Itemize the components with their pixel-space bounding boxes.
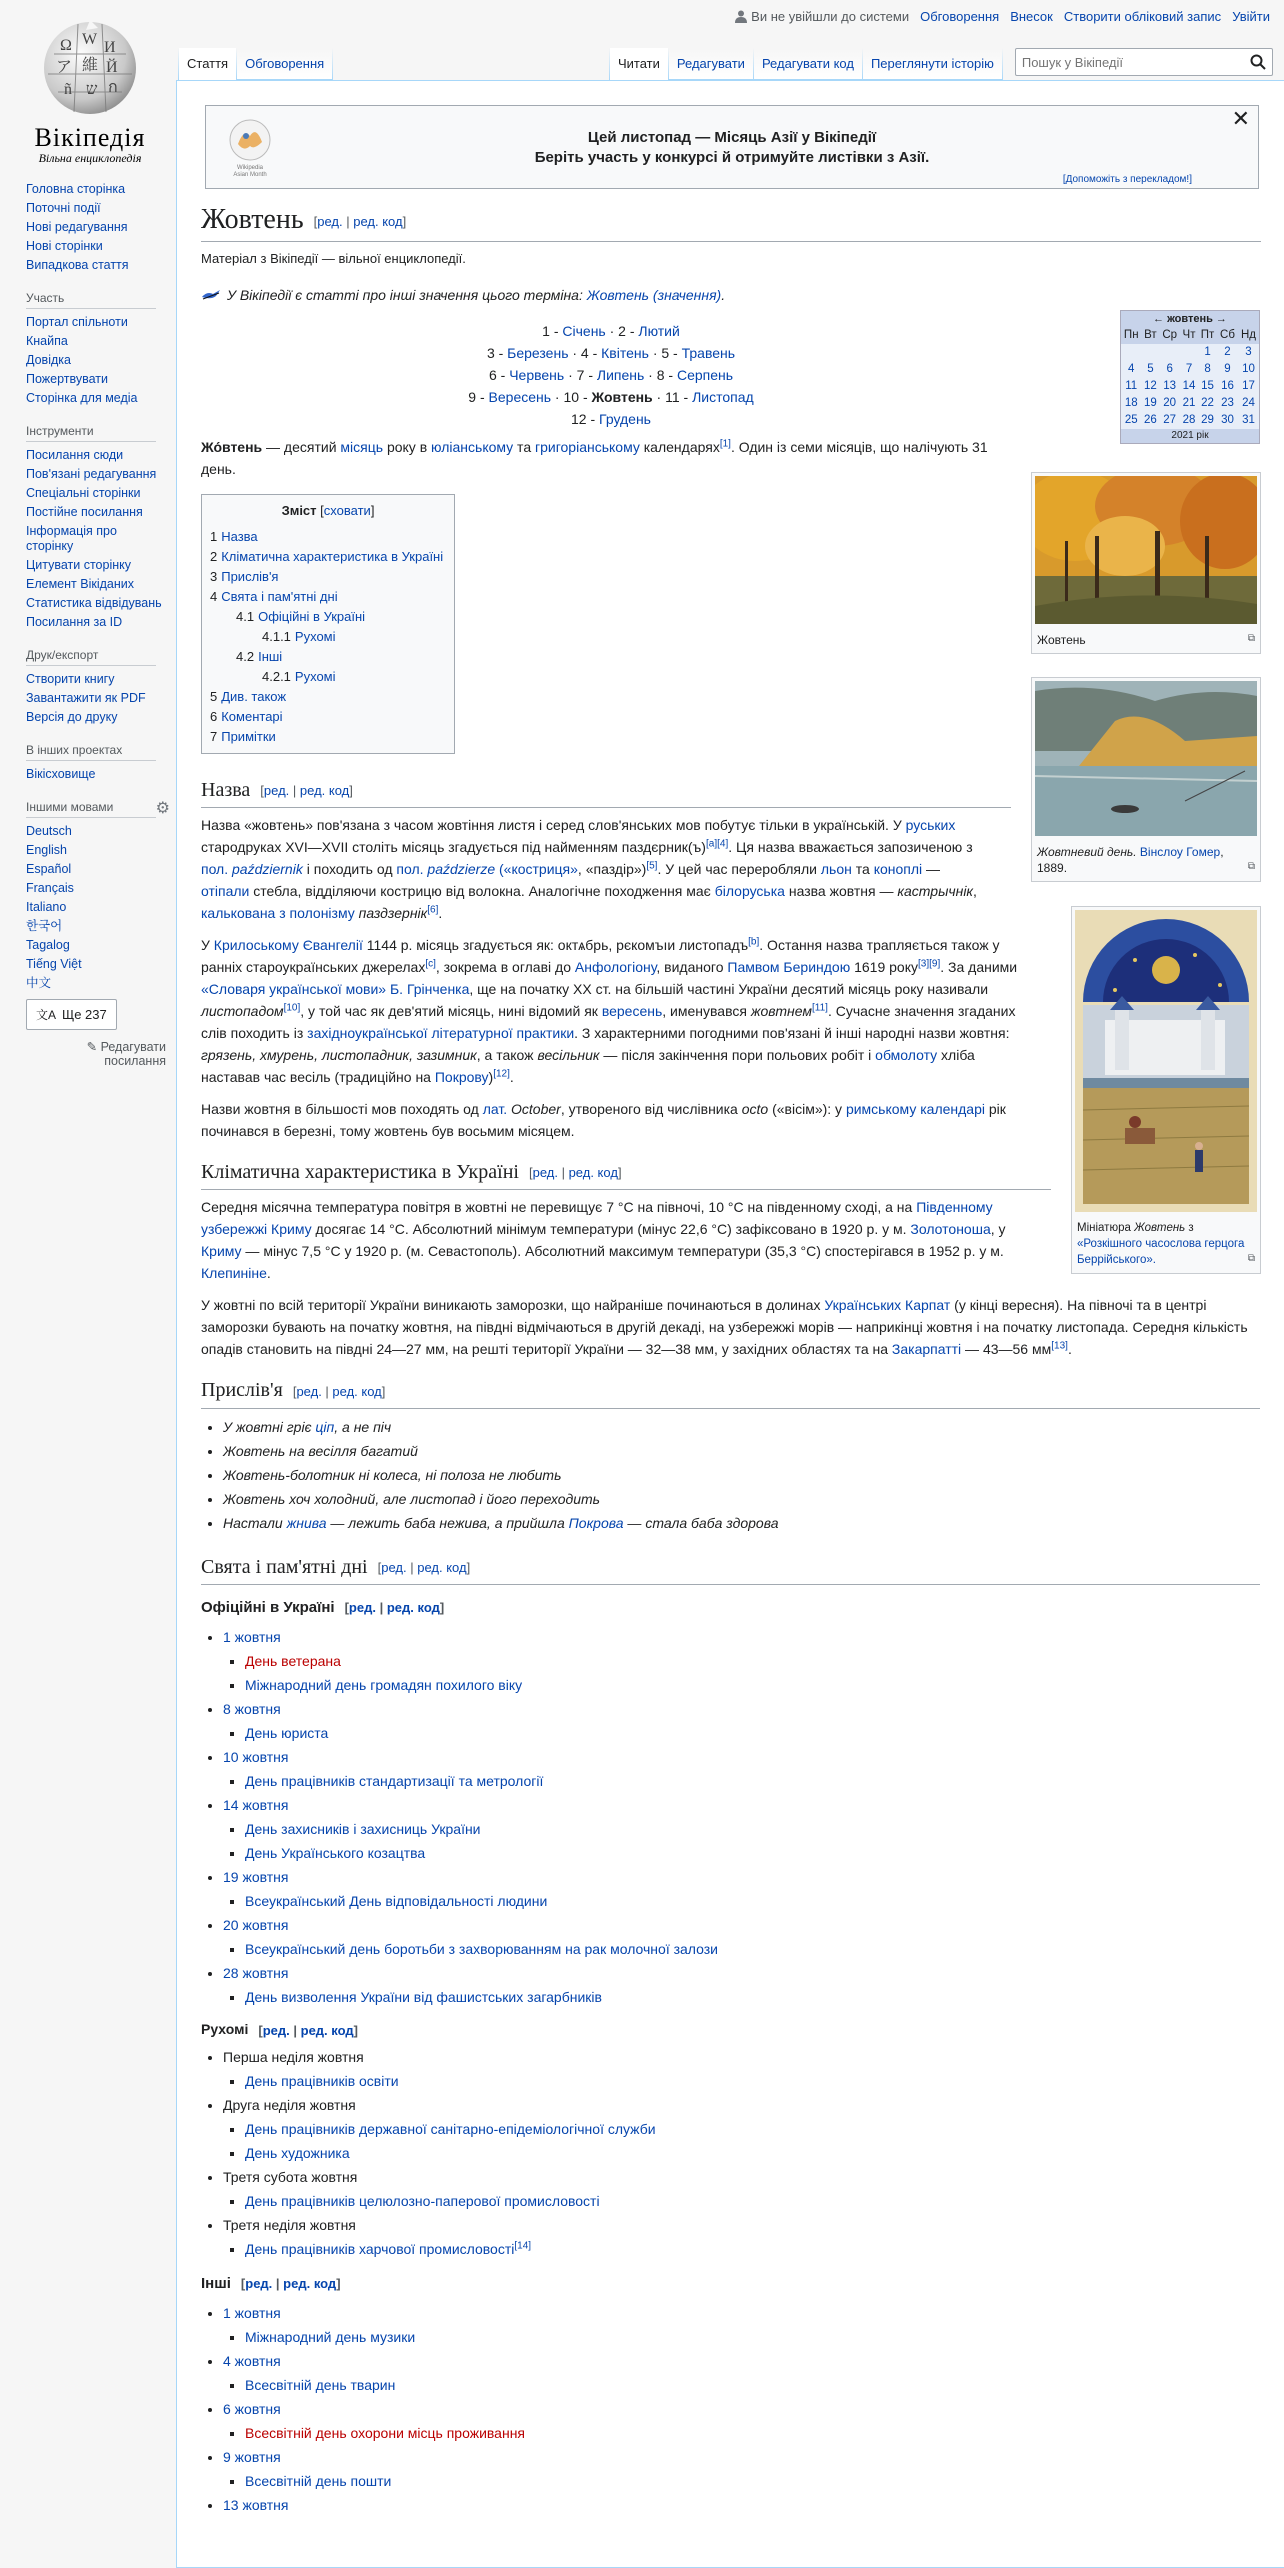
holiday-link[interactable]: День працівників харчової промисловості xyxy=(245,2240,515,2257)
thumbnail-caption: Жовтень ⧉ xyxy=(1037,633,1255,647)
lang-item[interactable]: 한국어 xyxy=(26,919,63,933)
proverbs-list xyxy=(201,1415,1260,1535)
holiday-link[interactable]: Всеукраїнський день боротьби з захворюванням на рак молочної залози xyxy=(245,1941,718,1958)
page-title-text: Жовтень xyxy=(201,204,304,235)
section-heading-other: Інші [ред. | ред. код] xyxy=(201,2274,341,2292)
calendar-day[interactable]: 2 xyxy=(1224,346,1231,358)
anon-user xyxy=(735,9,909,24)
list-item xyxy=(223,2213,1260,2261)
current-month: Жовтень xyxy=(591,388,653,405)
holiday-link[interactable]: Міжнародний день громадян похилого віку xyxy=(245,1677,523,1694)
calendar-day xyxy=(1141,344,1159,361)
calendar-grid xyxy=(1121,327,1259,429)
banner-line-2: Беріть участь у конкурсі й отримуйте листівки з Азії. xyxy=(534,149,930,166)
tab-article[interactable]: Стаття xyxy=(179,48,236,80)
holiday-link[interactable]: День Українського козацтва xyxy=(245,1845,426,1862)
page-title xyxy=(201,203,1261,242)
date-link[interactable]: 14 жовтня xyxy=(223,1797,289,1814)
holiday-link[interactable]: День працівників стандартизації та метрології xyxy=(245,1773,544,1790)
list-item xyxy=(223,1793,1260,1865)
month-link[interactable]: Червень xyxy=(509,366,565,383)
tools-portal xyxy=(26,424,166,630)
toc-item[interactable]: 4.2.1 Рухомі xyxy=(262,668,336,684)
month-link[interactable]: Лютий xyxy=(638,322,680,339)
calendar-day[interactable]: 26 xyxy=(1144,414,1157,426)
svg-text:維: 維 xyxy=(82,57,99,74)
sidebar-item-wikidata[interactable]: Елемент Вікіданих xyxy=(26,577,134,591)
toc-item[interactable]: 4.1 Офіційні в Україні xyxy=(236,608,366,624)
asian-month-logo-icon xyxy=(224,114,276,178)
sidebar-item-events[interactable]: Поточні події xyxy=(26,201,101,215)
more-languages-button[interactable] xyxy=(26,999,117,1030)
list-item xyxy=(245,1937,1260,1961)
calendar-day[interactable]: 1 xyxy=(1204,346,1211,358)
sidebar-item-pdf[interactable]: Завантажити як PDF xyxy=(26,691,146,705)
tab-edit[interactable]: Редагувати xyxy=(669,48,753,80)
list-item xyxy=(245,1817,1260,1841)
calendar-day xyxy=(1121,344,1141,361)
list-item xyxy=(223,2349,1260,2397)
section-heading-movable: Рухомі [ред. | ред. код] xyxy=(201,2021,358,2038)
toc-item[interactable]: 7 Примітки xyxy=(210,728,276,744)
holiday-link[interactable]: Всеукраїнський День відповідальності людини xyxy=(245,1893,548,1910)
calendar-day[interactable]: 7 xyxy=(1185,363,1193,375)
calendar-year[interactable]: 2021 рік xyxy=(1121,429,1259,443)
calendar-day[interactable]: 22 xyxy=(1201,397,1214,409)
hatnote: У Вікіпедії є статті про інші значення цього терміна: Жовтень (значення). xyxy=(201,284,1260,306)
calendar-day[interactable]: 3 xyxy=(1245,346,1252,358)
wikipedia-globe-icon xyxy=(38,14,142,118)
banner-line-1: Цей листопад — Місяць Азії у Вікіпедії xyxy=(587,129,877,146)
month-link[interactable]: Вересень xyxy=(488,388,552,405)
svg-text:ñ: ñ xyxy=(64,81,72,98)
toc-item[interactable]: 5 Див. також xyxy=(210,688,287,704)
list-item xyxy=(223,1961,1260,2009)
list-item xyxy=(223,2093,1260,2165)
calendar-day[interactable]: 27 xyxy=(1163,414,1177,426)
tab-edit-code[interactable]: Редагувати код xyxy=(754,48,862,80)
calendar-day[interactable]: 21 xyxy=(1182,397,1196,409)
date-link[interactable]: 10 жовтня xyxy=(223,1749,289,1766)
sidebar-item-pageinfo[interactable]: Інформація про сторінку xyxy=(26,524,117,553)
date-link[interactable]: 13 жовтня xyxy=(223,2496,289,2513)
login-link[interactable]: Увійти xyxy=(1232,9,1270,24)
list-item: • Жовтень на весілля багатий xyxy=(223,1439,1260,1463)
list-item xyxy=(223,1625,1260,1697)
date-link[interactable]: 20 жовтня xyxy=(223,1917,289,1934)
lang-item[interactable]: Español xyxy=(26,862,72,876)
calendar-day[interactable]: 11 xyxy=(1125,380,1138,392)
subtitle: Матеріал з Вікіпедії — вільної енциклопедії. xyxy=(201,250,466,266)
sidebar-item-commons[interactable]: Вікісховище xyxy=(26,767,96,781)
calendar-day[interactable]: 25 xyxy=(1124,414,1138,426)
sidebar-item-cite[interactable]: Цитувати сторінку xyxy=(26,558,131,572)
month-link[interactable]: Листопад xyxy=(692,388,754,405)
sidebar-item-byid[interactable]: Посилання за ID xyxy=(26,615,123,629)
month-link[interactable]: Квітень xyxy=(601,344,649,361)
other-holidays-list xyxy=(201,2301,1260,2517)
calendar-day[interactable]: 10 xyxy=(1242,363,1255,375)
view-tabs xyxy=(609,48,1273,80)
calendar-day xyxy=(1180,344,1198,361)
sidebar-item-donate[interactable]: Пожертвувати xyxy=(26,372,109,386)
central-notice-banner xyxy=(205,105,1259,189)
month-link[interactable]: Березень xyxy=(507,344,569,361)
wikipedia-logo[interactable] xyxy=(22,14,158,166)
list-item: • Жовтень хоч холодний, але листопад і його переходить xyxy=(223,1487,1260,1511)
projects-portal xyxy=(26,743,166,782)
weekday-label: Чт xyxy=(1180,327,1198,344)
movable-holidays-list xyxy=(201,2045,1260,2261)
svg-text:И: И xyxy=(104,39,116,56)
list-item: • Настали жнива — лежить баба нежива, а прийшла Покрова — стала баба здорова xyxy=(223,1511,1260,1535)
table-of-contents xyxy=(201,494,455,754)
paragraph: Назва «жовтень» пов'язана з часом жовтіння листя і серед слов'янських мов побутує тільки в українській. У руських стародруках XVI—XVII століть місяць згадується під найменням паздєрник(ъ)[a][4]. Ця назва вважається запозиченою з пол. październik і походить од пол. paździerze («костриця», «паздір»)[5]. У цей час переробляли льон та коноплі — отіпали стебла, відділяючи кострицю від волокна. Аналогічне походження має білоруська назва жовтня — кастрычнік, калькована з полонізму паздзернік[6]. xyxy=(201,816,977,921)
calendar-day[interactable]: 12 xyxy=(1144,380,1157,392)
enlarge-icon[interactable]: ⧉ xyxy=(1247,1253,1255,1264)
month-link[interactable]: Грудень xyxy=(599,410,651,427)
section-heading-proverbs: Прислів'я [ред. | ред. код] xyxy=(201,1376,1260,1408)
month-link[interactable]: Серпень xyxy=(676,366,734,383)
calendar-day xyxy=(1159,344,1180,361)
lang-item[interactable]: English xyxy=(26,843,67,857)
sidebar-item-related[interactable]: Пов'язані редагування xyxy=(26,467,157,481)
holiday-link[interactable]: Всесвітній день охорони місць проживання xyxy=(245,2424,526,2441)
hatnote-text: У Вікіпедії є статті про інші значення цього терміна: xyxy=(227,286,587,303)
print-portal xyxy=(26,648,166,725)
sidebar-item-printable[interactable]: Версія до друку xyxy=(26,710,118,724)
intro-paragraph: Жо́втень — десятий місяць року в юліанському та григоріанському календарях[1]. Один із семи місяців, що налічують 31 день. xyxy=(201,437,988,477)
list-item xyxy=(223,1865,1260,1913)
edit-links-label: Редагувати посилання xyxy=(100,1040,166,1068)
languages-heading: Іншими мовами xyxy=(26,800,114,814)
gear-icon[interactable]: ⚙ xyxy=(155,800,170,817)
calendar-day[interactable]: 19 xyxy=(1144,397,1157,409)
caption-link[interactable]: Вінслоу Гомер xyxy=(1139,845,1221,859)
sidebar-item-random[interactable]: Випадкова стаття xyxy=(26,258,129,272)
official-holidays-list xyxy=(201,1625,1260,2009)
lang-item[interactable]: Deutsch xyxy=(26,824,72,838)
calendar-day[interactable]: 17 xyxy=(1242,380,1255,392)
calendar-day[interactable]: 28 xyxy=(1182,414,1196,426)
weekday-label: Пн xyxy=(1121,327,1141,344)
list-item xyxy=(245,2069,1260,2093)
holiday-link[interactable]: Всесвітній день тварин xyxy=(245,2376,396,2393)
date-label: Друга неділя жовтня xyxy=(223,2096,356,2113)
paragraph: Середня місячна температура повітря в жовтні не перевищує 7 °C на півночі, 10 °C на південному сході, а на Південному узбережжі Криму досягає 14 °C. Абсолютний мінімум температури (мінус 22,6 °C) зафіксовано в 1920 р. у м. Золотоноша, у Криму — мінус 7,5 °C у 1920 р. (м. Севастополь). Абсолютний максимум температури (35,3 °C) спостерігався в 1952 р. у м. Клепиніне. xyxy=(201,1199,1006,1282)
date-label: Третя неділя жовтня xyxy=(223,2216,356,2233)
date-link[interactable]: 28 жовтня xyxy=(223,1965,289,1982)
holiday-link[interactable]: День захисників і захисниць України xyxy=(245,1821,481,1838)
toc-item[interactable]: 6 Коментарі xyxy=(210,708,283,724)
calendar-day[interactable]: 23 xyxy=(1221,397,1234,409)
hatnote-link[interactable]: Жовтень (значення) xyxy=(586,286,722,303)
sidebar-item-stats[interactable]: Статистика відвідувань xyxy=(26,596,162,610)
weekday-label: Нд xyxy=(1238,327,1259,344)
thumbnail-october xyxy=(1031,472,1261,654)
calendar-day[interactable]: 14 xyxy=(1182,380,1196,392)
list-item xyxy=(245,1649,1260,1673)
tab-read[interactable]: Читати xyxy=(610,48,668,80)
list-item xyxy=(245,2189,1260,2213)
months-navbox: 1 - Січень · 2 - Лютий 3 - Березень · 4 - Квітень · 5 - Травень 6 - Червень · 7 - Липень · 8 - Серпень 9 - Вересень · 10 - Жовтень · 11 - Листопад 12 - Грудень xyxy=(468,322,754,427)
namespace-tabs xyxy=(178,48,333,80)
list-item xyxy=(245,1841,1260,1865)
sidebar-item-newpages[interactable]: Нові сторінки xyxy=(26,239,103,253)
svg-text:Asian Month: Asian Month xyxy=(233,172,267,178)
weekday-label: Пт xyxy=(1198,327,1217,344)
portal-heading: Інструменти xyxy=(26,424,156,442)
paragraph: У Крилоському Євангелії 1144 р. місяць згадується як: октѧбрь, рєкомъıи листопадъ[b]. Остання назва трапляється також у ранніх староукраїнських джерелах[c], зокрема в оглаві до Анфологіону, виданого Памвом Бериндою 1619 року[3][9]. За даними «Словаря української мови» Б. Грінченка, ще на початку XX ст. на більшій частині України десятий місяць року називали листопадом[10], у той час як дев'ятий місяць, нині відомий як вересень, именувався жовтнем[11]. Сучасне значення згаданих слів походить із західноукраїнської літературної практики. З характерними погодними пов'язані й інші народні назви жовтня: грязень, хмурень, листопадник, зазимник, а також весільник — після закінчення пори польових робіт і обмолоту хліба наставав час весіль (традиційно на Покрову)[12]. xyxy=(201,936,1018,1085)
paragraph: Назви жовтня в більшості мов походять од лат. October, утвореного від числівника octo («вісім»): у римському календарі рік починався в березні, тому жовтень був восьмим місяцем. xyxy=(201,1100,1006,1139)
list-item xyxy=(223,1745,1260,1793)
date-link[interactable]: 6 жовтня xyxy=(223,2400,281,2417)
calendar-day[interactable]: 16 xyxy=(1221,380,1234,392)
edit-links[interactable]: ✎ Редагувати посилання xyxy=(86,1040,166,1068)
calendar-day[interactable]: 4 xyxy=(1128,363,1135,375)
sidebar xyxy=(26,182,170,1086)
calendar-day[interactable]: 9 xyxy=(1224,363,1231,375)
list-item xyxy=(245,2373,1260,2397)
calendar-header[interactable]: ← жовтень → xyxy=(1121,311,1259,327)
svg-text:Wikipedia: Wikipedia xyxy=(236,165,264,171)
october-day-painting-image[interactable] xyxy=(1035,681,1257,836)
section-heading-holidays: Свята і пам'ятні дні [ред. | ред. код] xyxy=(201,1553,1260,1585)
search-box[interactable] xyxy=(1015,48,1273,76)
toc-title-text: Зміст xyxy=(281,502,317,518)
list-item xyxy=(223,2445,1260,2493)
sidebar-item-book[interactable]: Створити книгу xyxy=(26,672,115,686)
lang-item[interactable]: Tiếng Việt xyxy=(26,957,82,971)
section-heading-name: Назва [ред. | ред. код] xyxy=(201,776,1011,808)
calendar-day[interactable]: 13 xyxy=(1163,380,1177,392)
sidebar-item-whatlinks[interactable]: Посилання сюди xyxy=(26,448,124,462)
calendar-widget xyxy=(1120,310,1260,444)
list-item xyxy=(245,1889,1260,1913)
calendar-day[interactable]: 15 xyxy=(1201,380,1214,392)
edit-section: [ред. | ред. код] xyxy=(313,213,407,229)
holiday-link[interactable]: День визволення України від фашистських загарбників xyxy=(245,1989,602,2006)
sidebar-item-main[interactable]: Головна сторінка xyxy=(26,182,126,196)
personal-talk-link[interactable]: Обговорення xyxy=(920,9,1000,24)
sidebar-item-help[interactable]: Довідка xyxy=(26,353,71,367)
personal-contrib-link[interactable]: Внесок xyxy=(1010,9,1053,24)
holiday-link[interactable]: Міжнародний день музики xyxy=(245,2328,416,2345)
list-item: • У жовтні гріє ціп, а не піч xyxy=(223,1415,1260,1439)
toc-item[interactable]: 3 Прислів'я xyxy=(210,568,279,584)
calendar-day[interactable]: 6 xyxy=(1166,363,1173,375)
list-item xyxy=(223,1913,1260,1961)
list-item xyxy=(245,2117,1260,2141)
enlarge-icon[interactable]: ⧉ xyxy=(1247,861,1255,872)
thumbnail-caption: Жовтневий день. Вінслоу Гомер, 1889. ⧉ xyxy=(1037,845,1255,875)
list-item xyxy=(245,2141,1260,2165)
list-item xyxy=(223,2045,1260,2093)
calendar-day[interactable]: 18 xyxy=(1124,397,1138,409)
search-input[interactable] xyxy=(1016,49,1272,75)
not-logged-in-label: Ви не увійшли до системи xyxy=(751,9,910,24)
date-link[interactable]: 19 жовтня xyxy=(223,1869,289,1886)
holiday-link[interactable]: День художника xyxy=(245,2144,350,2161)
toc-item[interactable]: 1 Назва xyxy=(210,528,258,544)
date-link[interactable]: 4 жовтня xyxy=(223,2352,281,2369)
toc-title: Зміст [сховати] xyxy=(281,502,375,518)
date-link[interactable]: 1 жовтня xyxy=(223,2304,281,2321)
date-label: Третя субота жовтня xyxy=(223,2168,358,2185)
weekday-label: Сб xyxy=(1217,327,1238,344)
holiday-link[interactable]: День працівників освіти xyxy=(245,2072,399,2089)
date-link[interactable]: 9 жовтня xyxy=(223,2448,281,2465)
wordmark: Вікіпедія xyxy=(34,123,146,152)
thumbnail-homer xyxy=(1031,677,1261,882)
toc-item[interactable]: 4.1.1 Рухомі xyxy=(262,628,336,644)
list-item: • Жовтень-болотник ні колеса, ні полоза не любить xyxy=(223,1463,1260,1487)
date-link[interactable]: 1 жовтня xyxy=(223,1629,281,1646)
holiday-link[interactable]: День ветерана xyxy=(245,1653,341,1670)
list-item xyxy=(223,2301,1260,2349)
toc-item[interactable]: 4.2 Інші xyxy=(236,648,283,664)
translate-icon: 文A xyxy=(36,1008,57,1022)
sidebar-item-permalink[interactable]: Постійне посилання xyxy=(26,505,143,519)
list-item xyxy=(223,2165,1260,2213)
thumbnail-tres-riches xyxy=(1071,906,1261,1274)
close-icon[interactable]: ✕ xyxy=(1231,106,1250,131)
caption-link[interactable]: «Розкішного часослова герцога Беррійського». xyxy=(1077,1238,1245,1266)
weekday-label: Ср xyxy=(1159,327,1180,344)
user-icon xyxy=(735,10,747,23)
month-link[interactable]: Травень xyxy=(681,344,736,361)
portal-heading: Участь xyxy=(26,291,156,309)
svg-text:ア: ア xyxy=(56,59,73,76)
reference-link[interactable]: [14] xyxy=(514,2239,532,2251)
svg-text:Ω: Ω xyxy=(60,37,72,54)
list-item xyxy=(223,2493,1260,2517)
svg-text:Й: Й xyxy=(106,59,118,76)
list-item xyxy=(245,1673,1260,1697)
lang-item[interactable]: Français xyxy=(26,881,74,895)
holiday-link[interactable]: День працівників целюлозно-паперової промисловості xyxy=(245,2192,600,2209)
month-link[interactable]: Січень xyxy=(562,322,606,339)
autumn-trees-image[interactable] xyxy=(1035,476,1257,624)
nav-portal xyxy=(26,182,166,273)
sidebar-item-recent[interactable]: Нові редагування xyxy=(26,220,128,234)
calendar-day[interactable]: 8 xyxy=(1204,363,1211,375)
miniature-october-image[interactable] xyxy=(1075,910,1257,1212)
toc-hide-link[interactable]: сховати xyxy=(323,502,371,518)
tagline: Вільна енциклопедія xyxy=(38,151,142,165)
banner-help-link[interactable]: [Допоможіть з перекладом!] xyxy=(1062,174,1192,185)
holiday-link[interactable]: Всесвітній день пошти xyxy=(245,2472,392,2489)
disambig-icon xyxy=(201,289,221,301)
list-item xyxy=(223,2397,1260,2445)
lang-item[interactable]: Tagalog xyxy=(26,938,70,952)
sidebar-item-community[interactable]: Портал спільноти xyxy=(26,315,128,329)
holiday-link[interactable]: День працівників державної санітарно-епідеміологічної служби xyxy=(245,2120,656,2137)
toc-item[interactable]: 4 Свята і пам'ятні дні xyxy=(210,588,338,604)
svg-text:W: W xyxy=(82,31,98,48)
list-item xyxy=(245,1721,1260,1745)
personal-tools xyxy=(735,9,1270,24)
list-item xyxy=(223,1697,1260,1745)
more-languages-label: Ще 237 xyxy=(62,1007,107,1022)
toc-item[interactable]: 2 Кліматична характеристика в Україні xyxy=(210,548,444,564)
enlarge-icon[interactable]: ⧉ xyxy=(1247,633,1255,644)
edit-link[interactable]: ред. xyxy=(317,213,343,229)
calendar-day[interactable]: 31 xyxy=(1242,414,1255,426)
holiday-link[interactable]: День юриста xyxy=(245,1725,329,1742)
calendar-day[interactable]: 5 xyxy=(1147,363,1154,375)
date-label: Перша неділя жовтня xyxy=(223,2048,364,2065)
sidebar-item-media[interactable]: Сторінка для медіа xyxy=(26,391,138,405)
languages-portal xyxy=(26,800,170,1068)
list-item xyxy=(245,2469,1260,2493)
calendar-day[interactable]: 24 xyxy=(1242,397,1255,409)
date-link[interactable]: 8 жовтня xyxy=(223,1701,281,1718)
tab-talk[interactable]: Обговорення xyxy=(237,48,332,80)
list-item xyxy=(245,2325,1260,2349)
content xyxy=(176,80,1284,2568)
portal-heading: В інших проектах xyxy=(26,743,156,761)
list-item xyxy=(245,2421,1260,2445)
list-item xyxy=(245,1985,1260,2009)
edit-code-link[interactable]: ред. код xyxy=(353,213,403,229)
sidebar-item-special[interactable]: Спеціальні сторінки xyxy=(26,486,141,500)
list-item xyxy=(245,1769,1260,1793)
search-icon[interactable] xyxy=(1250,54,1266,70)
svg-text:ก: ก xyxy=(108,79,118,96)
tab-history[interactable]: Переглянути історію xyxy=(863,48,1002,80)
svg-text:ש: ש xyxy=(86,81,98,98)
portal-heading: Друк/експорт xyxy=(26,648,156,666)
create-account-link[interactable]: Створити обліковий запис xyxy=(1063,9,1222,24)
participation-portal xyxy=(26,291,166,406)
weekday-label: Вт xyxy=(1141,327,1159,344)
section-heading-official: Офіційні в Україні [ред. | ред. код] xyxy=(201,1599,445,1617)
lang-item[interactable]: Italiano xyxy=(26,900,67,914)
paragraph: У жовтні по всій території України виникають заморозки, що найраніше починаються в долинах Українських Карпат (у кінці вересня). На півночі та в центрі заморозки бувають на початку жовтня, на півдні відмічаються в другій декаді, на узбережжі морів — наприкінці жовтня і на початку листопада. Середня кількість опадів становить на півдні 24—27 мм, на решті території України — 32—38 мм, у західних областях та на Закарпатті — 43—56 мм[13]. xyxy=(201,1297,1248,1358)
thumbnail-caption: Мініатюра Жовтень з «Розкішного часослова герцога Беррійського». ⧉ xyxy=(1077,1222,1255,1266)
sidebar-item-pub[interactable]: Кнайпа xyxy=(26,334,68,348)
lang-item[interactable]: 中文 xyxy=(26,976,52,990)
list-item xyxy=(245,2237,1260,2261)
calendar-day[interactable]: 30 xyxy=(1221,414,1234,426)
month-link[interactable]: Липень xyxy=(596,366,645,383)
calendar-day[interactable]: 29 xyxy=(1201,414,1214,426)
portal-heading xyxy=(26,800,170,818)
section-heading-climate: Кліматична характеристика в Україні [ред. | ред. код] xyxy=(201,1158,1051,1190)
calendar-day[interactable]: 20 xyxy=(1163,397,1177,409)
